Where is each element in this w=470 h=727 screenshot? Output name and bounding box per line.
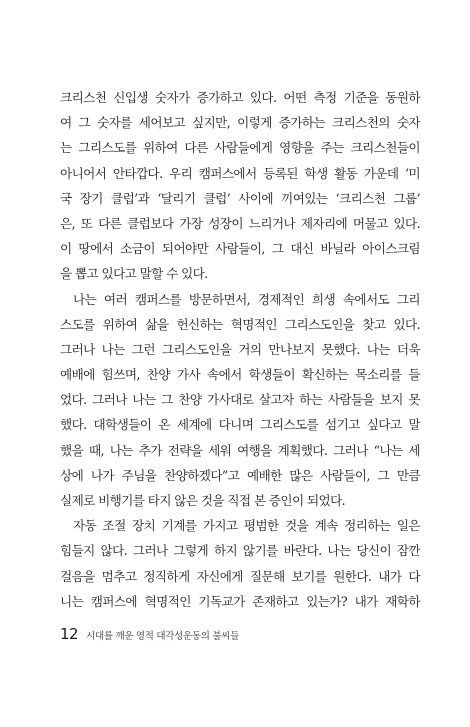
text-line: 었다. 그러나 나는 그 찬양 가사대로 살고자 하는 사람들을 보지 못: [60, 392, 420, 408]
text-line: 여 그 숫자를 세어보고 싶지만, 이렇게 증가하는 크리스천의 숫자: [60, 115, 420, 131]
text-line: 나는 여러 캠퍼스를 방문하면서, 경제적인 희생 속에서도 그리: [73, 291, 420, 307]
text-line: 는 그리스도를 위하여 다른 사람들에게 영향을 주는 크리스천들이: [60, 140, 420, 156]
text-line: 했다. 대학생들이 온 세계에 다니며 그리스도를 섬기고 싶다고 말: [60, 417, 420, 433]
text-line: 상에 나가 주님을 찬양하겠다”고 예배한 많은 사람들이, 그 만큼: [60, 467, 420, 483]
paragraph-2: [60, 287, 420, 514]
text-line: 자동 조절 장치 기계를 가지고 평범한 것을 계속 정리하는 일은: [73, 518, 420, 534]
text-line: 스도를 위하여 삶을 헌신하는 혁명적인 그리스도인을 찾고 있다.: [60, 316, 420, 332]
text-line: 크리스천 신입생 숫자가 증가하고 있다. 어떤 측정 기준을 동원하: [60, 90, 420, 105]
text-line: 을 뽑고 있다고 말할 수 있다.: [60, 266, 208, 282]
text-line: 아니어서 안타깝다. 우리 캠퍼스에서 등록된 학생 활동 가운데 ‘미: [60, 165, 420, 181]
text-line: 니는 캠퍼스에 혁명적인 기독교가 존재하고 있는가? 내가 재학하: [60, 593, 420, 609]
text-line: 실제로 비행기를 타지 않은 것을 직접 본 증인이 되었다.: [60, 493, 346, 508]
text-line: 은, 또 다른 클럽보다 가장 성장이 느리거나 제자리에 머물고 있다.: [60, 215, 420, 231]
running-title: 시대를 깨운 영적 대각성운동의 불씨들: [86, 631, 240, 642]
text-line: 걸음을 멈추고 정직하게 자신에게 질문해 보기를 원한다. 내가 다: [60, 568, 420, 584]
text-line: 예배에 힘쓰며, 찬양 가사 속에서 학생들이 확신하는 목소리를 들: [60, 367, 420, 383]
text-line: 했을 때, 나는 추가 전략을 세워 여행을 계획했다. 그러나 “나는 세: [60, 442, 420, 458]
body-text: [60, 85, 420, 614]
text-line: 이 땅에서 소금이 되어야만 사람들이, 그 대신 바닐라 아이스크림: [60, 241, 420, 257]
text-line: 힘들지 않다. 그러나 그렇게 하지 않기를 바란다. 나는 당신이 잠깐: [60, 543, 420, 559]
page-number: 12: [60, 625, 79, 643]
text-line: 국 장기 클럽’과 ‘달리기 클럽’ 사이에 끼여있는 ‘크리스천 그룹’: [60, 190, 420, 206]
paragraph-3: [60, 513, 420, 614]
paragraph-1: [60, 85, 420, 287]
text-line: 그러나 나는 그런 그리스도인을 거의 만나보지 못했다. 나는 더욱: [60, 341, 420, 357]
page-footer: [60, 625, 420, 647]
